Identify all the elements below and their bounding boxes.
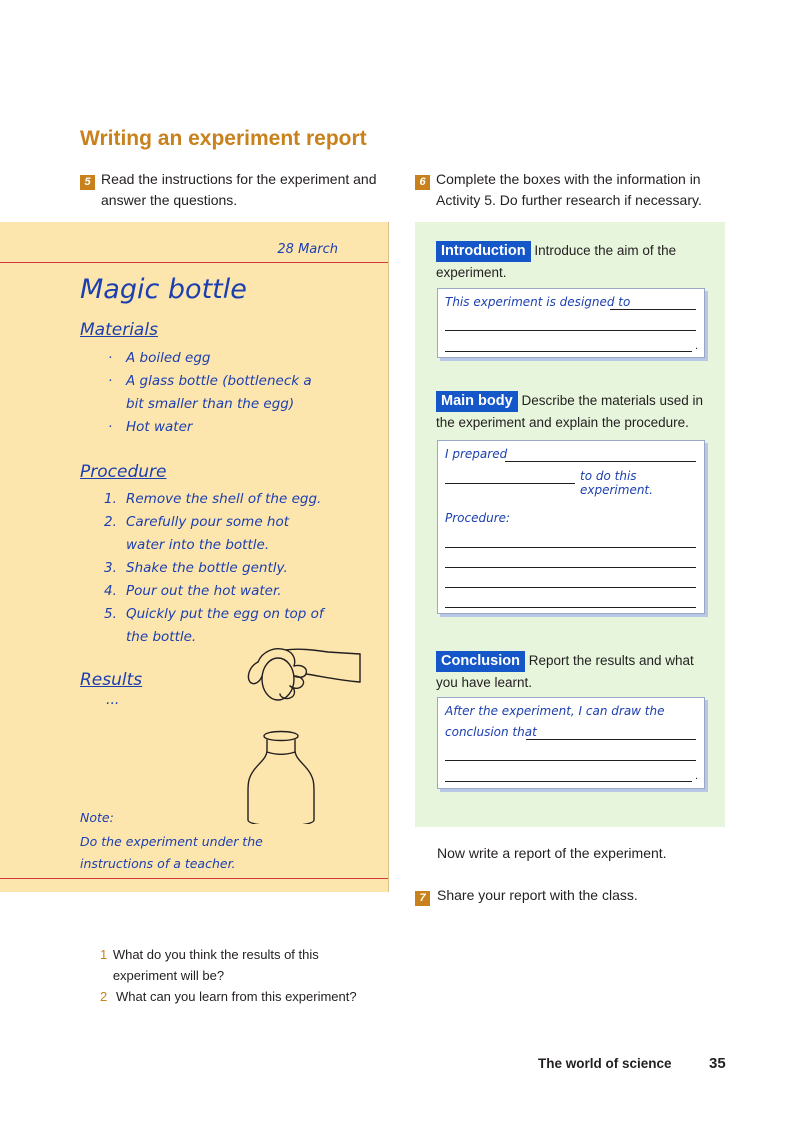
footer-section-title: The world of science	[538, 1056, 672, 1071]
introduction-section	[436, 240, 706, 283]
activity-5-instruction: Read the instructions for the experiment and answer the questions.	[101, 171, 377, 208]
write-line[interactable]	[445, 330, 696, 331]
activity-7-badge: 7	[415, 888, 430, 906]
write-line[interactable]	[445, 781, 692, 782]
introduction-label: Introduction	[436, 241, 531, 262]
results-text: ...	[106, 692, 120, 708]
materials-heading: Materials	[80, 320, 158, 340]
write-line[interactable]	[445, 587, 696, 588]
list-item: 5. Quickly put the egg on top of the bottle.	[104, 606, 324, 645]
main-prompt-procedure: Procedure:	[445, 511, 511, 525]
write-line[interactable]	[445, 483, 575, 484]
egg-shape	[262, 658, 294, 700]
write-line[interactable]	[610, 309, 696, 310]
notebook-title: Magic bottle	[80, 274, 247, 305]
introduction-prompt: This experiment is designed to	[445, 295, 631, 309]
note-heading: Note:	[80, 810, 114, 825]
write-line[interactable]	[505, 461, 696, 462]
notebook-card	[0, 222, 389, 892]
list-item: · A glass bottle (bottleneck a bit smaller than the egg)	[108, 373, 312, 412]
results-heading: Results	[80, 670, 143, 690]
write-report-instruction: Now write a report of the experiment.	[437, 845, 667, 861]
conclusion-prompt-1: After the experiment, I can draw the	[445, 704, 665, 718]
notebook-date: 28 March	[277, 242, 338, 257]
write-line[interactable]	[445, 567, 696, 568]
materials-list	[108, 347, 338, 439]
questions-list	[100, 944, 370, 1007]
activity-6-badge: 6	[415, 172, 430, 190]
write-line[interactable]	[445, 351, 692, 352]
procedure-heading: Procedure	[80, 462, 167, 482]
introduction-description: Introduce the aim of the experiment.	[436, 243, 677, 280]
conclusion-prompt-2: conclusion that	[445, 725, 537, 739]
note-text: Do the experiment under the instructions of a teacher.	[80, 834, 263, 871]
page-title: Writing an experiment report	[80, 127, 367, 150]
main-body-section	[436, 390, 706, 433]
main-prompt-experiment: to do this experiment.	[580, 469, 653, 497]
conclusion-section	[436, 650, 706, 693]
main-body-box[interactable]	[437, 440, 705, 614]
period-mark: .	[694, 770, 698, 782]
list-item: 4. Pour out the hot water.	[104, 583, 282, 599]
page-number: 35	[709, 1055, 726, 1072]
list-item: 3. Shake the bottle gently.	[104, 560, 288, 576]
list-item: · Hot water	[108, 419, 193, 435]
activity-7-instruction: Share your report with the class.	[437, 887, 638, 903]
main-prompt-prepared: I prepared	[445, 447, 508, 461]
activity-6-instruction: Complete the boxes with the information in Activity 5. Do further research if necessary.	[436, 171, 702, 208]
write-line[interactable]	[445, 607, 696, 608]
list-item: 2 What can you learn from this experiment?	[100, 989, 357, 1004]
list-item: 1 What do you think the results of this experiment will be?	[100, 947, 319, 983]
write-line[interactable]	[526, 739, 696, 740]
activity-5-badge: 5	[80, 172, 95, 190]
write-line[interactable]	[445, 547, 696, 548]
period-mark: .	[694, 340, 698, 352]
notebook-rule-top	[0, 262, 388, 263]
conclusion-box[interactable]	[437, 697, 705, 789]
conclusion-description: Report the results and what you have learnt.	[436, 653, 694, 690]
main-body-label: Main body	[436, 391, 518, 412]
conclusion-label: Conclusion	[436, 651, 525, 672]
introduction-box[interactable]	[437, 288, 705, 358]
list-item: · A boiled egg	[108, 350, 211, 366]
write-line[interactable]	[445, 760, 696, 761]
list-item: 2. Carefully pour some hot water into the bottle.	[104, 514, 290, 553]
list-item: 1. Remove the shell of the egg.	[104, 491, 322, 507]
report-panel	[415, 222, 725, 827]
main-body-description: Describe the materials used in the experiment and explain the procedure.	[436, 393, 704, 430]
egg-bottle-illustration	[236, 624, 366, 824]
notebook-rule-bottom	[0, 878, 388, 879]
